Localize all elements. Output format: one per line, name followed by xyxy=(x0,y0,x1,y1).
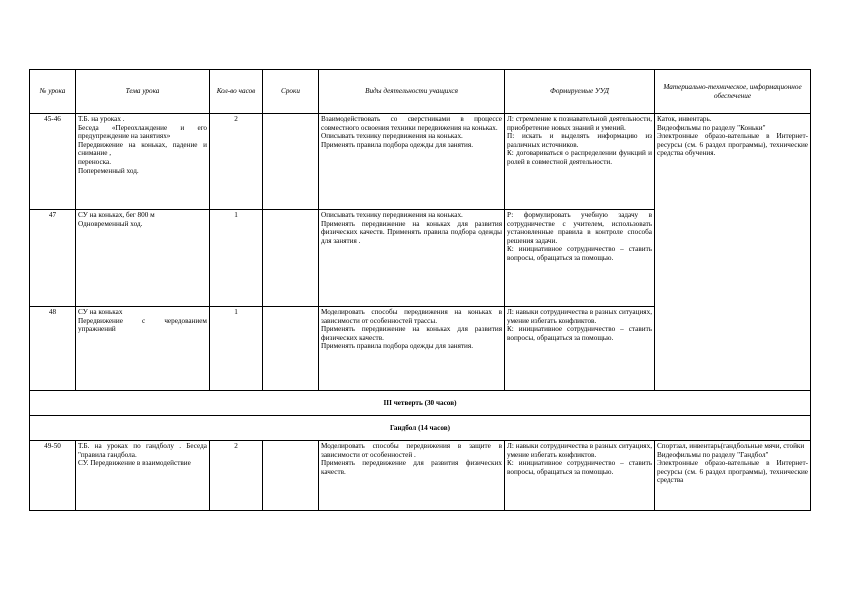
topic-line: переноска. xyxy=(78,157,112,166)
activity-line: Применять правила подбора одежды для занятия. xyxy=(321,342,474,351)
uud-line: Р: формулировать учебную задачу в сотрудничестве с учителем, использовать установленные правила в контроле способа решения задачи. xyxy=(507,211,652,245)
materials-line: Видеофильмы по разделу "Гандбол" xyxy=(657,450,769,459)
activity-line: Моделировать способы передвижения в защите в зависимости от особенностей . xyxy=(321,442,502,459)
header-activities: Виды деятельности учащихся xyxy=(319,70,505,114)
table-row xyxy=(30,441,811,511)
section-title: Гандбол (14 часов) xyxy=(30,416,811,441)
activity-line: Применять передвижение на коньках для развития физических качеств. Применять правила подбора одежды для занятия . xyxy=(321,219,502,245)
uud-line: П: искать и выделять информацию из различных источников. xyxy=(507,132,652,149)
topic-line: Т.Б. на уроках по гандболу . Беседа "правила гандбола. xyxy=(78,442,207,459)
header-topic: Тема урока xyxy=(76,70,210,114)
lesson-number: 49-50 xyxy=(30,441,76,511)
activity-line: Описывать технику передвижения на коньках. xyxy=(321,211,463,219)
topic-line: СУ на коньках xyxy=(78,308,123,316)
lesson-uud xyxy=(505,441,655,511)
table-header-row xyxy=(30,70,811,114)
lesson-topic xyxy=(76,307,210,391)
lesson-hours: 1 xyxy=(210,307,263,391)
lesson-number: 48 xyxy=(30,307,76,391)
header-hours: Кол-во часов xyxy=(210,70,263,114)
header-num: № урока xyxy=(30,70,76,114)
materials-line: Электронные образо-вательные в Интернет-ресурсы (см. 6 раздел программы), технические средства обучения. xyxy=(657,132,808,158)
lesson-activities xyxy=(319,114,505,210)
uud-line: К: инициативное сотрудничество – ставить вопросы, обращаться за помощью. xyxy=(507,245,652,262)
lesson-topic xyxy=(76,210,210,307)
lesson-dates xyxy=(263,307,319,391)
activity-line: Взаимодействовать со сверстниками в процессе совместного освоения техники передвижения на коньках. xyxy=(321,115,502,132)
topic-line: СУ. Передвижение в взаимодействие xyxy=(78,459,191,468)
section-row xyxy=(30,416,811,441)
topic-line: Передвижение с чередованием упражнений xyxy=(78,316,207,334)
topic-line: Беседа «Переохлаждение и его предупреждение на занятиях» xyxy=(78,123,207,141)
activity-line: Моделировать способы передвижения на коньках в зависимости от особенностей трассы. xyxy=(321,308,502,325)
activity-line: Применять передвижение на коньках для развития физических качеств. xyxy=(321,325,502,342)
activity-line: Применять передвижение для развития физических качеств. xyxy=(321,459,502,476)
lesson-hours: 1 xyxy=(210,210,263,307)
materials-line: Электронные образо-вательные в Интернет-ресурсы (см. 6 раздел программы), технические средства xyxy=(657,459,808,485)
header-uud: Формируемые УУД xyxy=(505,70,655,114)
topic-line: Т.Б. на уроках . xyxy=(78,115,125,123)
lesson-dates xyxy=(263,210,319,307)
lesson-dates xyxy=(263,114,319,210)
lesson-hours: 2 xyxy=(210,114,263,210)
materials-line: Спортзал, инвентарь(гандбольные мячи, стойки xyxy=(657,442,805,450)
lesson-activities xyxy=(319,210,505,307)
activity-line: Применять правила подбора одежды для занятия. xyxy=(321,140,474,149)
materials-line: Каток, инвентарь. xyxy=(657,115,712,123)
materials-line: Видеофильмы по разделу "Коньки" xyxy=(657,123,766,132)
lesson-uud xyxy=(505,114,655,210)
lesson-uud xyxy=(505,307,655,391)
lesson-hours: 2 xyxy=(210,441,263,511)
header-dates: Сроки xyxy=(263,70,319,114)
activity-line: Описывать технику передвижения на коньках. xyxy=(321,132,463,141)
header-materials: Материально-техническое, информационное обеспечение xyxy=(655,70,811,114)
lesson-activities xyxy=(319,441,505,511)
lesson-number: 47 xyxy=(30,210,76,307)
quarter-row xyxy=(30,391,811,416)
lesson-uud xyxy=(505,210,655,307)
topic-line: Попеременный ход. xyxy=(78,166,139,175)
lesson-materials xyxy=(655,441,811,511)
lesson-topic xyxy=(76,114,210,210)
lesson-materials xyxy=(655,114,811,391)
topic-line: СУ на коньках, бег 800 м xyxy=(78,211,155,219)
lesson-dates xyxy=(263,441,319,511)
lesson-activities xyxy=(319,307,505,391)
uud-line: Л: стремление к познавательной деятельности, приобретение новых знаний и умений. xyxy=(507,115,652,132)
uud-line: К: инициативное сотрудничество – ставить вопросы, обращаться за помощью. xyxy=(507,325,652,342)
table-row xyxy=(30,114,811,210)
lesson-plan-table xyxy=(29,69,811,511)
topic-line: Передвижение на коньках, падение и снимание , xyxy=(78,140,207,158)
topic-line: Одновременный ход. xyxy=(78,219,143,228)
uud-line: Л: навыки сотрудничества в разных ситуациях, умение избегать конфликтов. xyxy=(507,308,652,325)
quarter-title: III четверть (30 часов) xyxy=(30,391,811,416)
lesson-number: 45-46 xyxy=(30,114,76,210)
uud-line: К: инициативное сотрудничество – ставить вопросы, обращаться за помощью. xyxy=(507,459,652,476)
uud-line: Л: навыки сотрудничества в разных ситуациях, умение избегать конфликтов. xyxy=(507,442,652,459)
lesson-topic xyxy=(76,441,210,511)
uud-line: К: договариваться о распределении функций и ролей в совместной деятельности. xyxy=(507,149,652,166)
